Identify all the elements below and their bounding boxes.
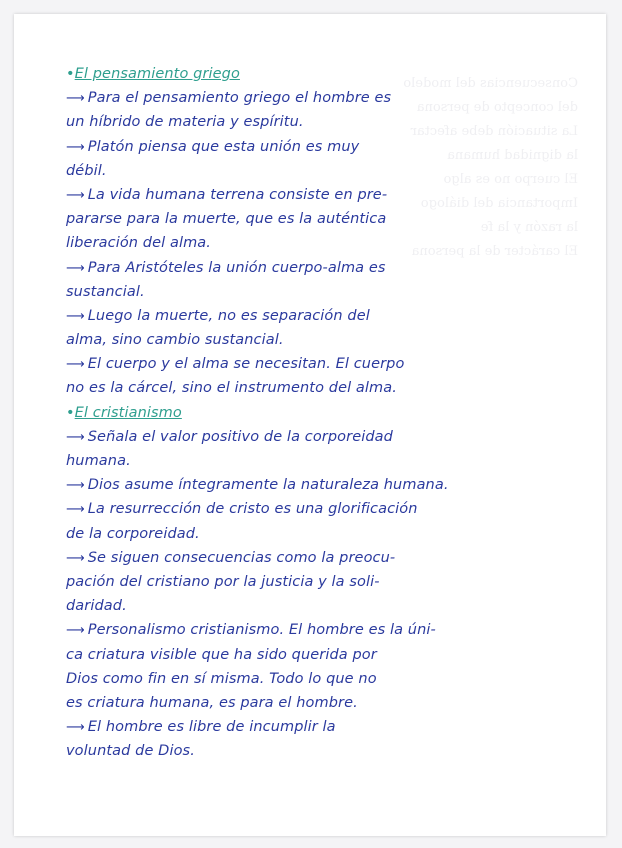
section-heading (66, 401, 576, 425)
arrow-icon: ⟶ (66, 139, 85, 155)
heading-text: El pensamiento griego (74, 66, 240, 82)
arrow-icon: ⟶ (66, 187, 85, 203)
note-line: ⟶ Se siguen consecuencias como la preocu- (66, 549, 396, 566)
section-heading (66, 62, 576, 86)
note-line: un híbrido de materia y espíritu. (66, 114, 304, 131)
note-line: ⟶ Personalismo cristianismo. El hombre es la úni- (66, 622, 436, 639)
show-through-text: Consecuencias del modelo del concepto de persona La situación debe afectar la dignidad humana El cuerpo no es algo Importancia del diálogo la razón y la fe El carácter de la persona (403, 76, 578, 259)
note-line: ⟶ La vida humana terrena consiste en pre- (66, 186, 388, 203)
note-line: humana. (66, 453, 131, 469)
note-line: ⟶ El cuerpo y el alma se necesitan. El cuerpo (66, 356, 405, 373)
bullet-icon: • (66, 66, 75, 82)
note-line: débil. (66, 162, 107, 179)
note-line: ⟶ Para Aristóteles la unión cuerpo-alma es (66, 259, 386, 276)
arrow-icon: ⟶ (66, 308, 85, 324)
note-line: Dios como fin en sí misma. Todo lo que no (66, 670, 377, 687)
note-line: ⟶ Señala el valor positivo de la corporeidad (66, 428, 393, 445)
note-line: ⟶ El hombre es libre de incumplir la (66, 719, 336, 736)
arrow-icon: ⟶ (66, 478, 85, 494)
note-line: pación del cristiano por la justicia y la soli- (66, 573, 380, 590)
note-line: ⟶ Luego la muerte, no es separación del (66, 307, 370, 324)
bullet-icon: • (66, 404, 75, 421)
note-line: ⟶ La resurrección de cristo es una glorificación (66, 501, 418, 518)
note-line: voluntad de Dios. (66, 743, 195, 760)
handwritten-notes (66, 62, 576, 763)
heading-text: El cristianismo (74, 404, 182, 421)
notebook-page (14, 14, 606, 836)
note-line: es criatura humana, es para el hombre. (66, 694, 358, 711)
note-line: ⟶ Platón piensa que esta unión es muy (66, 138, 360, 155)
note-line: ⟶ Para el pensamiento griego el hombre es (66, 90, 392, 107)
arrow-icon: ⟶ (66, 550, 85, 566)
arrow-icon: ⟶ (66, 429, 85, 445)
note-line: no es la cárcel, sino el instrumento del alma. (66, 380, 397, 397)
arrow-icon: ⟶ (66, 502, 85, 518)
note-line: ca criatura visible que ha sido querida por (66, 646, 377, 663)
note-line: daridad. (66, 598, 127, 615)
note-line: sustancial. (66, 283, 145, 300)
arrow-icon: ⟶ (66, 357, 85, 373)
arrow-icon: ⟶ (66, 260, 85, 276)
arrow-icon: ⟶ (66, 623, 85, 639)
note-line: de la corporeidad. (66, 525, 200, 542)
note-line: pararse para la muerte, que es la auténtica (66, 211, 387, 228)
note-line: ⟶ Dios asume íntegramente la naturaleza humana. (66, 477, 449, 494)
note-line: liberación del alma. (66, 235, 211, 252)
arrow-icon: ⟶ (66, 91, 85, 107)
arrow-icon: ⟶ (66, 720, 85, 736)
note-line: alma, sino cambio sustancial. (66, 332, 284, 349)
